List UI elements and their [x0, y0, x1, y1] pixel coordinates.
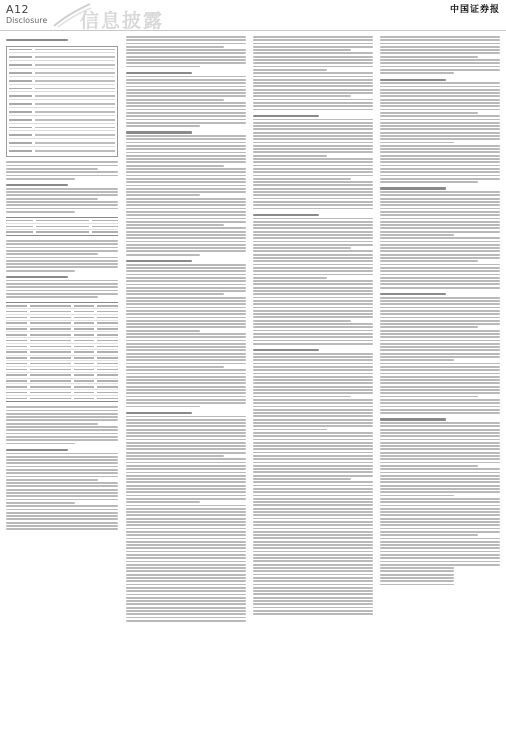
page-number: A12 — [6, 3, 30, 16]
text-column-2 — [126, 36, 246, 622]
section-name-chinese: 信息披露 — [80, 10, 165, 32]
text-column-1 — [6, 36, 118, 530]
section-name-english: Disclosure — [6, 16, 48, 25]
page-header — [0, 0, 506, 31]
text-column-3 — [253, 36, 373, 615]
data-table — [6, 217, 118, 235]
info-box — [6, 46, 118, 157]
newspaper-masthead-logo: 中国证券报 — [449, 5, 500, 15]
text-column-4 — [380, 36, 500, 585]
data-table — [6, 302, 118, 401]
